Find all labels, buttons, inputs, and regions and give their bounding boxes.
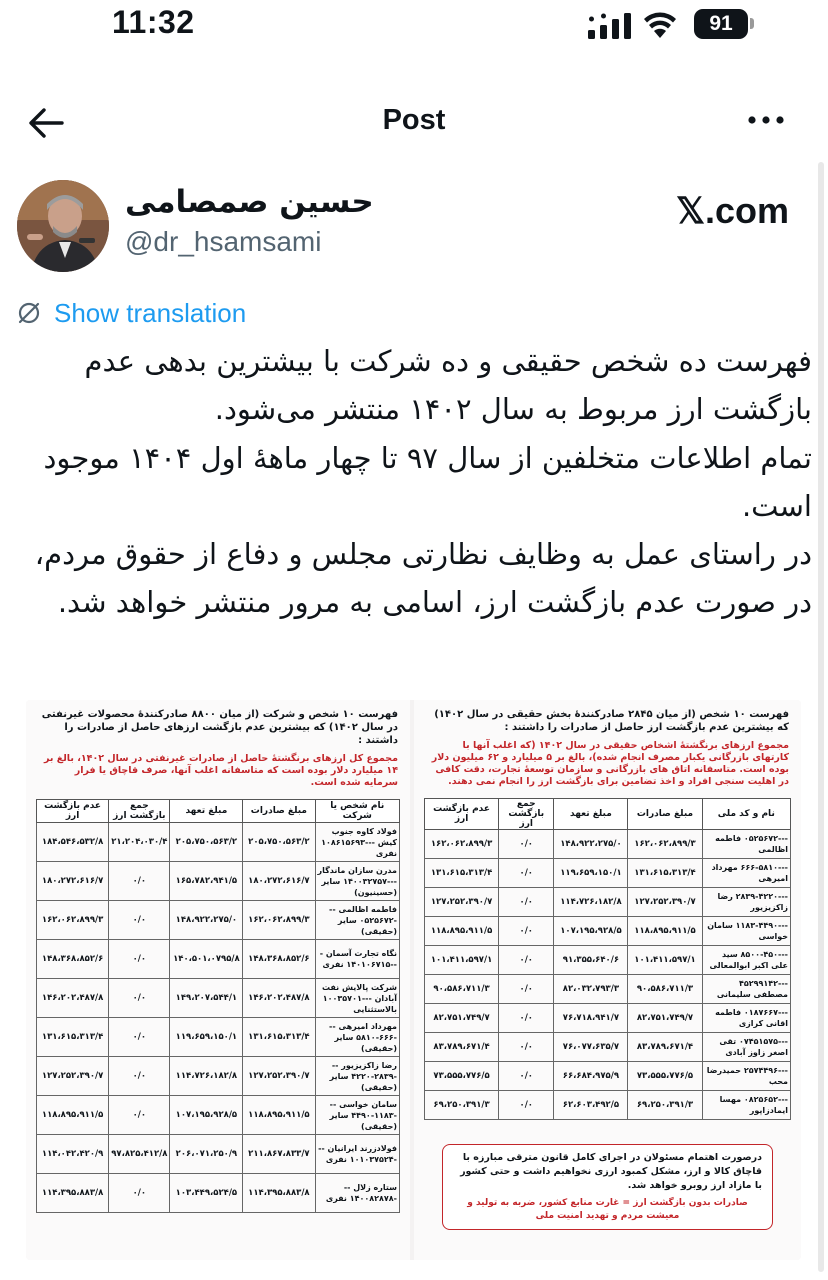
- table-cell-name: رضا زاکزیزیور ---۲۸۳۹-۴۲۲۰ سایر (حقیقی): [315, 1057, 400, 1096]
- table-cell-amount: ۷۶،۰۷۷،۶۳۵/۷: [554, 1033, 628, 1062]
- document-subtitle: مجموع کل ارزهای برنگشتهٔ حاصل از صادرات غیرنفتی در سال ۱۴۰۲، بالغ بر ۱۴ میلیارد دلار بوده است که متاسفانه اغلب آنها، صرف قاچاق یا فرار سرمایه شده است.: [43, 753, 398, 788]
- table-cell-amount: ۷۶،۷۱۸،۹۴۱/۷: [554, 1004, 628, 1033]
- table-cell-amount: ۱۱۹،۶۵۹،۱۵۰/۱: [554, 859, 628, 888]
- table-cell-amount: ۲۱۱،۸۶۷،۸۳۳/۷: [243, 1135, 315, 1174]
- table-cell-amount: ۰/۰: [499, 1033, 554, 1062]
- avatar-image: [17, 180, 109, 272]
- table-cell-name: نگاه تجارت آسمان ---۱۴۰۱۰۶۷۱۵ نفری: [315, 940, 400, 979]
- table-row: [37, 823, 400, 862]
- table-cell-amount: ۱۱۸،۸۹۵،۹۱۱/۵: [243, 1096, 315, 1135]
- table-cell-amount: ۱۶۲،۰۶۲،۸۹۹/۳: [243, 901, 315, 940]
- table-cell-name: فاطمه اظالمی ---۰۵۲۵۶۷۲ سایر (حقیقی): [315, 901, 400, 940]
- table-cell-amount: ۱۱۸،۸۹۵،۹۱۱/۵: [37, 1096, 109, 1135]
- table-row: [37, 1018, 400, 1057]
- translate-icon: [16, 300, 42, 326]
- table-cell-amount: ۱۴۹،۲۰۷،۵۴۴/۱: [170, 979, 243, 1018]
- table-cell-name: ---۰۷۴۵۱۵۷۵ تقی اصغر زاوز آبادی: [702, 1033, 790, 1062]
- table-cell-name: ---۰۸۲۵۶۵۲ مهسا ایمادزاپور: [702, 1091, 790, 1120]
- table-cell-amount: ۱۲۷،۲۵۲،۳۹۰/۷: [628, 888, 702, 917]
- column-header: عدم بازگشت ارز: [37, 800, 109, 823]
- column-header: عدم بازگشت ارز: [425, 799, 499, 830]
- table-cell-name: سامان خواسی ---۱۱۸۳-۴۴۹۰ سایر (حقیقی): [315, 1096, 400, 1135]
- column-header: مبلغ صادرات: [243, 800, 315, 823]
- table-cell-amount: ۱۸۴،۵۴۶،۵۳۲/۸: [37, 823, 109, 862]
- table-cell-amount: ۱۶۲،۰۶۲،۸۹۹/۳: [37, 901, 109, 940]
- table-cell-amount: ۹۰،۵۸۶،۷۱۱/۳: [628, 975, 702, 1004]
- table-header-row: [37, 800, 400, 823]
- table-cell-name: ---۲۵۷۴۴۹۶ حمیدرضا محب: [702, 1062, 790, 1091]
- table-cell-name: ---۸۵۰۰-۴۵۰ سید علی اکبر ابوالمعالی: [702, 946, 790, 975]
- table-cell-name: ---۰۵۲۵۶۷۲ فاطمه اظالمی: [702, 830, 790, 859]
- table-row: [37, 862, 400, 901]
- table-cell-amount: ۷۳،۵۵۵،۷۷۶/۵: [628, 1062, 702, 1091]
- column-header: مبلغ تعهد: [170, 800, 243, 823]
- column-header: مبلغ صادرات: [628, 799, 702, 830]
- table-row: [37, 979, 400, 1018]
- table-cell-amount: ۰/۰: [499, 888, 554, 917]
- table-cell-amount: ۹۷،۸۲۵،۴۱۲/۸: [109, 1135, 170, 1174]
- table-cell-amount: ۱۳۱،۶۱۵،۳۱۳/۴: [37, 1018, 109, 1057]
- table-cell-name: مهرداد امیرهی ---۶۶۶-۵۸۱۰ سایر (حقیقی): [315, 1018, 400, 1057]
- table-cell-name: ---۱۱۸۳-۴۴۹۰ سامان خواسی: [702, 917, 790, 946]
- table-cell-amount: ۱۰۱،۴۱۱،۵۹۷/۱: [425, 946, 499, 975]
- column-header: جمع بازگشت ارز: [109, 800, 170, 823]
- table-cell-amount: ۱۰۳،۴۴۹،۵۲۴/۵: [170, 1174, 243, 1213]
- table-row: [37, 1174, 400, 1213]
- table-cell-amount: ۰/۰: [109, 940, 170, 979]
- status-bar: [0, 0, 828, 60]
- table-cell-amount: ۰/۰: [499, 830, 554, 859]
- table-cell-amount: ۱۲۷،۲۵۲،۳۹۰/۷: [425, 888, 499, 917]
- table-row: [425, 917, 791, 946]
- table-cell-amount: ۰/۰: [499, 1004, 554, 1033]
- table-row: [37, 1135, 400, 1174]
- table-cell-name: فولادزرند ایرانیان ---۱۰۱۰۳۷۵۲۴ نفری: [315, 1135, 400, 1174]
- document-page-individuals: [414, 700, 801, 1260]
- document-page-companies: [26, 700, 410, 1260]
- table-cell-amount: ۰/۰: [109, 1096, 170, 1135]
- table-cell-amount: ۶۶،۶۸۴،۹۷۵/۹: [554, 1062, 628, 1091]
- table-cell-amount: ۰/۰: [109, 1018, 170, 1057]
- wifi-icon: [643, 11, 677, 39]
- table-cell-amount: ۱۱۴،۳۹۵،۸۸۳/۸: [243, 1174, 315, 1213]
- table-cell-amount: ۲۰۵،۷۵۰،۵۶۳/۲: [243, 823, 315, 862]
- clock: 11:32: [112, 4, 195, 40]
- table-cell-amount: ۱۱۹،۶۵۹،۱۵۰/۱: [170, 1018, 243, 1057]
- show-translation[interactable]: [16, 296, 246, 330]
- more-options-icon[interactable]: [746, 114, 786, 126]
- table-cell-amount: ۱۶۲،۰۶۲،۸۹۹/۳: [628, 830, 702, 859]
- table-row: [425, 859, 791, 888]
- table-cell-amount: ۲۱،۲۰۴،۰۳۰/۴: [109, 823, 170, 862]
- author-name[interactable]: حسین صمصامی: [125, 184, 374, 220]
- column-header: مبلغ تعهد: [554, 799, 628, 830]
- tweet-paragraph: در راستای عمل به وظایف نظارتی مجلس و دفاع از حقوق مردم، در صورت عدم بازگشت ارز، اسامی به مرور منتشر خواهد شد.: [34, 537, 812, 620]
- table-cell-amount: ۸۲،۰۳۲،۷۹۳/۳: [554, 975, 628, 1004]
- tweet-text: [16, 337, 812, 627]
- table-cell-amount: ۱۴۸،۳۶۸،۸۵۲/۶: [243, 940, 315, 979]
- document-title: فهرست ۱۰ شخص (از میان ۲۸۴۵ صادرکنندهٔ بخش حقیقی در سال ۱۴۰۲) که بیشترین عدم بازگشت ارز حاصل از صادرات را داشتند :: [434, 709, 789, 733]
- table-row: [37, 1057, 400, 1096]
- table-cell-name: مدرن سازان ماندگار ---۱۴۰۰۳۲۷۵۷ سایر (حسینیون): [315, 862, 400, 901]
- table-cell-amount: ۱۱۸،۸۹۵،۹۱۱/۵: [425, 917, 499, 946]
- author-handle[interactable]: @dr_hsamsami: [125, 226, 322, 257]
- table-cell-amount: ۰/۰: [109, 901, 170, 940]
- table-cell-amount: ۱۸۰،۲۷۲،۶۱۶/۷: [37, 862, 109, 901]
- table-cell-amount: ۷۳،۵۵۵،۷۷۶/۵: [425, 1062, 499, 1091]
- warning-note: [442, 1144, 773, 1230]
- table-cell-amount: ۱۸۰،۲۷۲،۶۱۶/۷: [243, 862, 315, 901]
- table-row: [37, 901, 400, 940]
- table-cell-amount: ۱۳۱،۶۱۵،۳۱۳/۴: [243, 1018, 315, 1057]
- debtors-table: [424, 798, 791, 1120]
- table-cell-amount: ۰/۰: [109, 1057, 170, 1096]
- column-header: نام و کد ملی: [702, 799, 790, 830]
- table-cell-amount: ۰/۰: [499, 946, 554, 975]
- table-cell-amount: ۶۲،۶۰۳،۴۹۲/۵: [554, 1091, 628, 1120]
- table-cell-amount: ۰/۰: [499, 1091, 554, 1120]
- table-cell-amount: ۰/۰: [499, 859, 554, 888]
- table-row: [425, 830, 791, 859]
- table-cell-amount: ۱۱۸،۸۹۵،۹۱۱/۵: [628, 917, 702, 946]
- table-cell-amount: ۱۰۷،۱۹۵،۹۲۸/۵: [170, 1096, 243, 1135]
- table-row: [37, 1096, 400, 1135]
- table-row: [37, 940, 400, 979]
- document-subtitle: مجموع ارزهای برنگشتهٔ اشخاص حقیقی در سال ۱۴۰۲ (که اغلب آنها با کارتهای بازرگانی یکبار مصرف انجام شده)، بالغ بر ۵ میلیارد و ۶۲ میلیون دلار بوده است. متاسفانه اتاق های بازرگانی و سازمان توسعهٔ تجارت، دقت کافی در اهلیت سنجی افراد و اخذ تضامین برای بازگشت ارز را انجام نمی دهند.: [431, 740, 789, 787]
- battery-tip: [750, 18, 754, 29]
- table-cell-amount: ۱۴۸،۹۲۲،۲۷۵/۰: [170, 901, 243, 940]
- avatar[interactable]: [17, 180, 109, 272]
- note-text: درصورت اهتمام مسئولان در اجرای کامل قانون مترقی مبارزه با قاچاق کالا و ارز، مشکل کمبود ارزی نخواهیم داشت و حتی کشور با مازاد ارز روبرو خواهد شد.: [460, 1152, 762, 1191]
- table-cell-amount: ۰/۰: [499, 975, 554, 1004]
- column-header: جمع بازگشت ارز: [499, 799, 554, 830]
- table-cell-name: ستاره زلال ---۱۴۰۰۸۲۸۷۸ نفری: [315, 1174, 400, 1213]
- tweet-paragraph: فهرست ده شخص حقیقی و ده شرکت با بیشترین بدهی عدم بازگشت ارز مربوط به سال ۱۴۰۲ منتشر می‌شود.: [84, 344, 812, 427]
- table-row: [425, 946, 791, 975]
- table-cell-amount: ۱۴۶،۲۰۲،۴۸۷/۸: [37, 979, 109, 1018]
- scrollbar[interactable]: [818, 162, 824, 1272]
- table-cell-amount: ۰/۰: [109, 1174, 170, 1213]
- table-cell-amount: ۱۱۴،۷۲۶،۱۸۲/۸: [554, 888, 628, 917]
- table-cell-amount: ۲۰۵،۷۵۰،۵۶۳/۲: [170, 823, 243, 862]
- table-cell-amount: ۸۳،۷۸۹،۶۷۱/۴: [628, 1033, 702, 1062]
- table-cell-amount: ۹۰،۵۸۶،۷۱۱/۳: [425, 975, 499, 1004]
- table-row: [425, 1033, 791, 1062]
- table-cell-amount: ۸۳،۷۸۹،۶۷۱/۴: [425, 1033, 499, 1062]
- table-cell-amount: ۹۱،۳۵۵،۶۴۰/۶: [554, 946, 628, 975]
- table-cell-amount: ۱۱۴،۳۹۵،۸۸۳/۸: [37, 1174, 109, 1213]
- table-cell-amount: ۱۴۸،۹۲۲،۲۷۵/۰: [554, 830, 628, 859]
- table-row: [425, 1062, 791, 1091]
- cellular-signal-icon: [588, 13, 632, 39]
- table-cell-amount: ۱۲۷،۲۵۲،۳۹۰/۷: [243, 1057, 315, 1096]
- table-cell-amount: ۱۳۱،۶۱۵،۳۱۳/۴: [628, 859, 702, 888]
- table-cell-name: فولاد کاوه جنوب کیش ---۱۰۸۶۱۵۶۹۳ نفری: [315, 823, 400, 862]
- debtors-table: [36, 799, 400, 1213]
- table-cell-name: ---۶۶۶-۵۸۱۰ مهرداد امیرهی: [702, 859, 790, 888]
- table-cell-amount: ۱۴۶،۲۰۲،۴۸۷/۸: [243, 979, 315, 1018]
- x-watermark: 𝕏.com: [676, 190, 790, 231]
- table-cell-amount: ۸۲،۷۵۱،۷۴۹/۷: [628, 1004, 702, 1033]
- table-cell-amount: ۱۶۵،۷۸۲،۹۴۱/۵: [170, 862, 243, 901]
- table-cell-name: شرکت پالایش نفت آبادان ---۱۰۰۳۵۷۰۱ بالاستثنایی: [315, 979, 400, 1018]
- table-cell-amount: ۱۲۷،۲۵۲،۳۹۰/۷: [37, 1057, 109, 1096]
- tweet-paragraph: تمام اطلاعات متخلفین از سال ۹۷ تا چهار ماههٔ اول ۱۴۰۴ موجود است.: [43, 440, 812, 523]
- table-cell-amount: ۱۰۱،۴۱۱،۵۹۷/۱: [628, 946, 702, 975]
- column-header: نام شخص یا شرکت: [315, 800, 400, 823]
- table-row: [425, 1091, 791, 1120]
- table-cell-amount: ۱۱۴،۰۴۲،۴۲۰/۹: [37, 1135, 109, 1174]
- table-cell-amount: ۶۹،۲۵۰،۳۹۱/۳: [425, 1091, 499, 1120]
- table-row: [425, 888, 791, 917]
- table-cell-name: ---۴۵۲۹۹۱۴۲ مصطفی سلیمانی: [702, 975, 790, 1004]
- nav-bar: [0, 92, 828, 156]
- attached-image[interactable]: [26, 700, 801, 1260]
- table-cell-amount: ۰/۰: [499, 1062, 554, 1091]
- table-cell-amount: ۱۱۴،۷۲۶،۱۸۲/۸: [170, 1057, 243, 1096]
- note-highlight: صادرات بدون بازگشت ارز = غارت منابع کشور، ضربه به تولید و معیشت مردم و تهدید امنیت ملی: [467, 1198, 748, 1221]
- table-row: [425, 1004, 791, 1033]
- table-cell-amount: ۰/۰: [109, 862, 170, 901]
- table-cell-amount: ۱۴۸،۳۶۸،۸۵۲/۶: [37, 940, 109, 979]
- page-title: Post: [382, 104, 446, 136]
- table-cell-name: ---۲۸۳۹-۴۲۲۰ رضا زاکزیزیور: [702, 888, 790, 917]
- table-cell-amount: ۰/۰: [109, 979, 170, 1018]
- show-translation-label[interactable]: Show translation: [54, 297, 247, 328]
- table-cell-amount: ۱۳۱،۶۱۵،۳۱۳/۴: [425, 859, 499, 888]
- table-cell-amount: ۲۰۶،۰۷۱،۲۵۰/۹: [170, 1135, 243, 1174]
- table-header-row: [425, 799, 791, 830]
- battery-indicator: 91: [694, 9, 748, 39]
- table-cell-amount: ۰/۰: [499, 917, 554, 946]
- table-cell-amount: ۱۰۷،۱۹۵،۹۲۸/۵: [554, 917, 628, 946]
- table-cell-amount: ۸۲،۷۵۱،۷۴۹/۷: [425, 1004, 499, 1033]
- table-cell-amount: ۱۴۰،۵۰۱،۰۷۹۵/۸: [170, 940, 243, 979]
- table-row: [425, 975, 791, 1004]
- table-cell-amount: ۱۶۲،۰۶۲،۸۹۹/۳: [425, 830, 499, 859]
- table-cell-name: ---۰۱۸۷۶۶۷ فاطمه اقانی کرازی: [702, 1004, 790, 1033]
- document-title: فهرست ۱۰ شخص و شرکت (از میان ۸۸۰۰ صادرکنندهٔ محصولات غیرنفتی در سال ۱۴۰۲) که بیشترین عدم بازگشت ارزهای حاصل از صادرات را داشتند :: [41, 709, 398, 746]
- table-cell-amount: ۶۹،۲۵۰،۳۹۱/۳: [628, 1091, 702, 1120]
